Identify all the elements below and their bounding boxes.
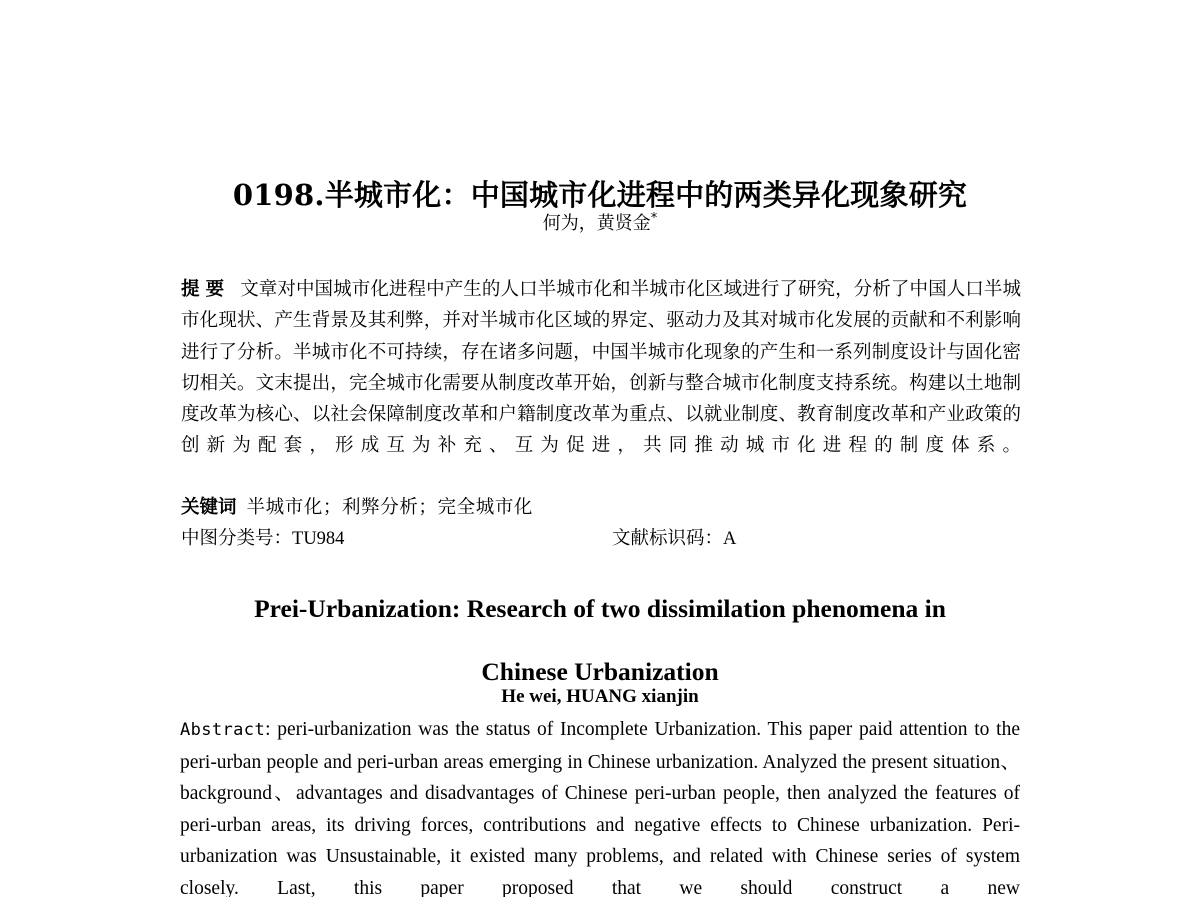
english-title-line-1: Prei-Urbanization: Research of two dissimilation phenomena in [254,594,946,624]
english-abstract [180,714,1020,897]
chinese-abstract-label: 提要 [181,279,231,300]
chinese-abstract [181,274,1021,462]
chinese-author-names: 何为，黄贤金 [542,213,651,234]
clc-value: TU984 [292,529,345,549]
clc-number [181,525,344,553]
chinese-author-line [180,211,1020,237]
chinese-abstract-text: 文章对中国城市化进程中产生的人口半城市化和半城市化区域进行了研究，分析了中国人口半城市化现状、产生背景及其利弊，并对半城市化区域的界定、驱动力及其对城市化发展的贡献和不利影响进行了分析。半城市化不可持续，存在诸多问题，中国半城市化现象的产生和一系列制度设计与固化密切相关。文末提出，完全城市化需要从制度改革开始，创新与整合城市化制度支持系统。构建以土地制度改革为核心、以社会保障制度改革和户籍制度改革为重点、以就业制度、教育制度改革和产业政策的创新为配套，形成互为补充、互为促进，共同推动城市化进程的制度体系。 [181,279,1021,457]
english-abstract-separator: : [265,719,278,740]
document-code-label: 文献标识码： [612,528,724,549]
classification-line [181,525,1021,553]
english-abstract-text: peri-urbanization was the status of Incomplete Urbanization. This paper paid attention to the peri-urban people and peri-urban areas emerging in Chinese urbanization. Analyzed the present situation、background、advantages and disadvantages of Chinese peri-urban people, then analyzed the features of peri-urban areas, its driving forces, contributions and negative effects to Chinese urbanization. Peri-urbanization was Unsustainable, it existed many problems, and related with Chinese series of system closely. Last, this paper proposed that we should construct a new [180,719,1020,897]
english-abstract-label: Abstract [180,720,266,740]
chinese-keywords [181,494,1021,522]
document-code [612,525,736,553]
document-code-value: A [723,529,737,549]
english-author-line: He wei, HUANG xianjin [501,686,699,707]
clc-label: 中图分类号： [181,528,293,549]
chinese-keywords-label: 关键词 [181,497,237,518]
chinese-keywords-text: 半城市化；利弊分析；完全城市化 [246,497,534,518]
corresponding-author-marker: * [650,211,658,226]
chinese-title: 0198.半城市化：中国城市化进程中的两类异化现象研究 [232,178,968,213]
english-title-line-2: Chinese Urbanization [481,657,719,687]
